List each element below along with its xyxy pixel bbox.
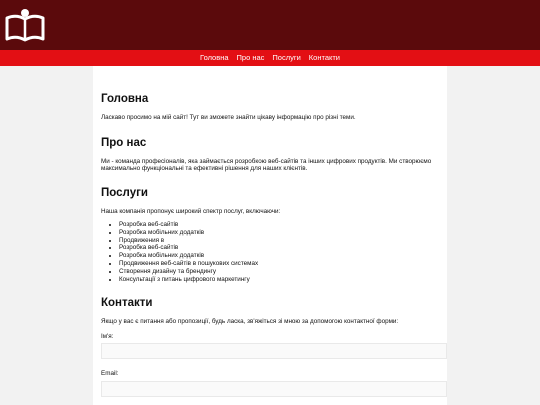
open-book-icon[interactable] bbox=[4, 8, 46, 42]
section-text-about: Ми - команда професіоналів, яка займається розробкою веб-сайтів та інших цифрових продуктів. Ми створюємо максимально функціональні та ефективні рішення для наших клієнтів. bbox=[101, 157, 432, 172]
list-item: • Продвиження веб-сайтів в пошукових системах bbox=[119, 260, 439, 268]
section-text-home: Ласкаво просимо на мій сайт! Тут ви зможете знайти цікаву інформацію про різні теми. bbox=[101, 114, 356, 121]
section-text-services: Наша компанія пропонує широкий спектр послуг, включаючи: bbox=[101, 207, 281, 215]
list-item: • Розробка мобільних додатків bbox=[119, 252, 439, 260]
list-item: • Розробка мобільних додатків bbox=[119, 229, 439, 237]
section-title-home: Головна bbox=[101, 93, 149, 105]
section-home bbox=[101, 92, 439, 122]
services-list bbox=[101, 221, 439, 283]
list-item: • Розробка веб-сайтів bbox=[119, 244, 439, 252]
name-label: Ім'я: bbox=[101, 332, 114, 340]
list-item: • Консультації з питань цифрового маркетингу bbox=[119, 276, 439, 284]
list-item: • Створення дизайну та брендингу bbox=[119, 268, 439, 276]
main-content bbox=[93, 66, 447, 405]
list-item: • Розробка веб-сайтів bbox=[119, 221, 439, 229]
site-header bbox=[0, 0, 540, 50]
section-title-services: Послуги bbox=[101, 186, 148, 199]
section-title-contacts: Контакти bbox=[101, 297, 153, 310]
name-field[interactable] bbox=[101, 343, 447, 359]
list-item: • Продвижения в bbox=[119, 237, 439, 245]
section-services bbox=[101, 186, 439, 284]
nav-link-contacts[interactable]: Контакти bbox=[308, 53, 340, 62]
contact-form bbox=[101, 333, 439, 397]
section-title-about: Про нас bbox=[101, 136, 147, 149]
section-contacts bbox=[101, 296, 439, 397]
section-about bbox=[101, 136, 439, 173]
email-label: Email: bbox=[101, 370, 119, 378]
nav-link-home[interactable]: Головна bbox=[200, 53, 229, 62]
nav-link-about[interactable]: Про нас bbox=[236, 53, 265, 62]
section-text-contacts: Якщо у вас є питання або пропозиції, будь ласка, зв'яжіться зі мною за допомогою контактної форми: bbox=[101, 318, 399, 326]
email-field[interactable] bbox=[101, 381, 447, 397]
nav-link-services[interactable]: Послуги bbox=[272, 53, 301, 62]
main-nav bbox=[0, 50, 540, 66]
